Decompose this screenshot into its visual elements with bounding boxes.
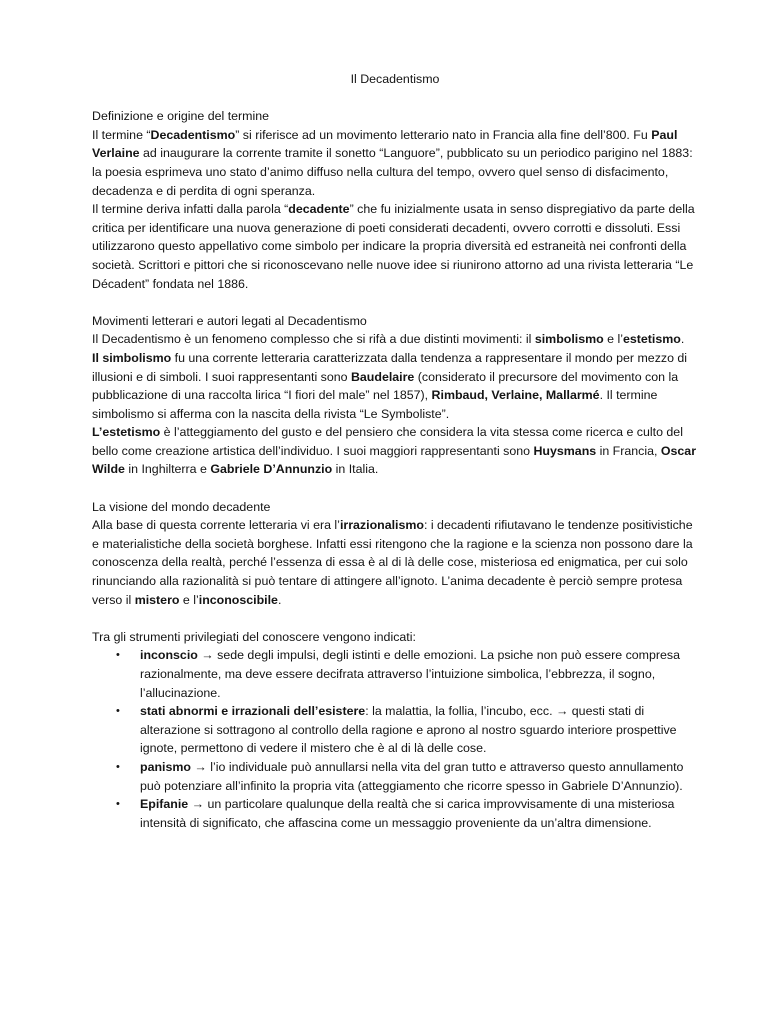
text-run: Il termine deriva infatti dalla parola “	[92, 202, 289, 217]
list-item	[92, 795, 698, 832]
bold-text: Huysmans	[533, 443, 597, 458]
bold-text: Rimbaud, Verlaine, Mallarmé	[431, 388, 600, 403]
bold-text: Oscar Wilde	[92, 443, 697, 477]
bold-text: inconoscibile	[198, 592, 278, 607]
text-run: in Francia,	[596, 443, 661, 458]
bold-text: Gabriele D’Annunzio	[210, 462, 333, 477]
bold-text: Epifanie	[140, 797, 189, 812]
paragraph	[92, 516, 698, 609]
list-item	[92, 646, 698, 702]
section	[92, 498, 698, 610]
tools-intro: Tra gli strumenti privilegiati del conoscere vengono indicati:	[92, 629, 416, 644]
text-run: in Inghilterra e	[124, 462, 211, 477]
paragraph	[92, 349, 698, 423]
bullet-icon: •	[116, 649, 120, 662]
text-run: Il Decadentismo è un fenomeno complesso che si rifà a due distinti movimenti: il	[92, 332, 535, 347]
text-run: → un particolare qualunque della realtà che si carica improvvisamente di una misteriosa intensità di significato, che affascina come un messaggio proveniente da un’altra dimensione.	[140, 797, 675, 830]
section	[92, 312, 698, 479]
bullet-icon: •	[116, 705, 120, 718]
document-body	[92, 107, 698, 609]
text-run: : i decadenti rifiutavano le tendenze positivistiche e materialistiche della società borghese. Infatti essi ritengono che la ragione e la scienza non possono dare la conoscenza della realtà, perché l’essenza di essa è al di là delle cose, misteriosa ed enigmatica, per cui solo rinunciando alla razionalità si può tentare di attingere all’ignoto. L’anima decadente è perciò sempre protesa verso il	[92, 518, 693, 607]
bold-text: estetismo	[623, 332, 681, 347]
section	[92, 107, 698, 293]
bold-text: stati abnormi e irrazionali dell’esistere	[140, 704, 366, 719]
paragraph	[92, 330, 698, 349]
text-run: ” si riferisce ad un movimento letterario nato in Francia alla fine dell’800. Fu	[235, 127, 652, 142]
text-run: → l’io individuale può annullarsi nella vita del gran tutto e attraverso questo annullamento può potenziare all’infinito la propria vita (atteggiamento che ricorre spesso in Gabriele D’Annunzio).	[140, 759, 684, 793]
text-run: fu una corrente letteraria caratterizzata dalla tendenza a rappresentare il mondo per mezzo di illusioni e di simboli. I suoi rappresentanti sono	[92, 350, 688, 384]
text-run: (considerato il precursore del movimento con la pubblicazione di una raccolta lirica “I fiori del male” nel 1857),	[92, 369, 679, 403]
bullet-icon: •	[116, 798, 120, 811]
bold-text: Paul Verlaine	[92, 127, 678, 161]
text-run: ” che fu inizialmente usata in senso dispregiativo da parte della critica per identificare una nuova generazione di poeti considerati decadenti, ovvero corrotti e dissoluti. Essi utilizzarono questo appellativo come simbolo per indicare la propria diversità ed estraneità nei confronti della società. Scrittori e pittori che si riconoscevano nelle nuove idee si riunirono attorno ad una rivista letteraria “Le Décadent” fondata nel 1886.	[92, 202, 695, 291]
text-run: .	[277, 592, 282, 607]
bullet-icon: •	[116, 760, 120, 773]
bold-text: panismo	[140, 759, 191, 774]
bold-text: decadente	[288, 202, 350, 217]
list-item	[92, 758, 698, 795]
paragraph	[92, 423, 698, 479]
paragraph	[92, 200, 698, 293]
bold-text: Baudelaire	[350, 369, 415, 384]
text-run: . Il termine simbolismo si afferma con la nascita della rivista “Le Symboliste”.	[92, 388, 658, 421]
section-heading: Movimenti letterari e autori legati al Decadentismo	[92, 313, 367, 328]
text-run: : la malattia, la follia, l’incubo, ecc. → questi stati di alterazione si sottragono al controllo della ragione e aprono al nostro sguardo interiore prospettive ignote, permettono di vedere il mistero che è al di là delle cose.	[140, 704, 677, 756]
text-run: è l’atteggiamento del gusto e del pensiero che considera la vita stessa come ricerca e culto del bello come creazione artistica dell’individuo. I suoi maggiori rappresentanti sono	[92, 425, 683, 458]
bold-text: L’estetismo	[92, 425, 161, 440]
bold-text: Il simbolismo	[92, 350, 172, 365]
text-run: .	[680, 332, 685, 347]
text-run: e l’	[603, 332, 623, 347]
paragraph	[92, 126, 698, 200]
page-title: Il Decadentismo	[350, 72, 440, 86]
section-heading: Definizione e origine del termine	[92, 109, 270, 124]
bold-text: irrazionalismo	[339, 518, 424, 533]
text-run: e l’	[179, 592, 199, 607]
bold-text: Decadentismo	[150, 127, 236, 142]
text-run: ad inaugurare la corrente tramite il sonetto “Languore”, pubblicato su un periodico parigino nel 1883: la poesia esprimeva uno stato d’animo diffuso nella cultura del tempo, ovvero quel senso di disfacimento, decadenza e di perdita di ogni speranza.	[92, 146, 693, 198]
bold-text: simbolismo	[534, 332, 604, 347]
list-item	[92, 702, 698, 758]
bold-text: inconscio	[140, 648, 198, 663]
section-heading: La visione del mondo decadente	[92, 499, 271, 514]
text-run: in Italia.	[332, 462, 379, 477]
text-run: → sede degli impulsi, degli istinti e delle emozioni. La psiche non può essere compresa razionalmente, ma deve essere decifrata attraverso l’intuizione simbolica, l’ebbrezza, il sogno, l’allucinazione.	[140, 648, 680, 700]
text-run: Alla base di questa corrente letteraria vi era l’	[92, 518, 340, 533]
text-run: Il termine “	[92, 127, 151, 142]
tools-list	[92, 646, 698, 832]
bold-text: mistero	[134, 592, 180, 607]
